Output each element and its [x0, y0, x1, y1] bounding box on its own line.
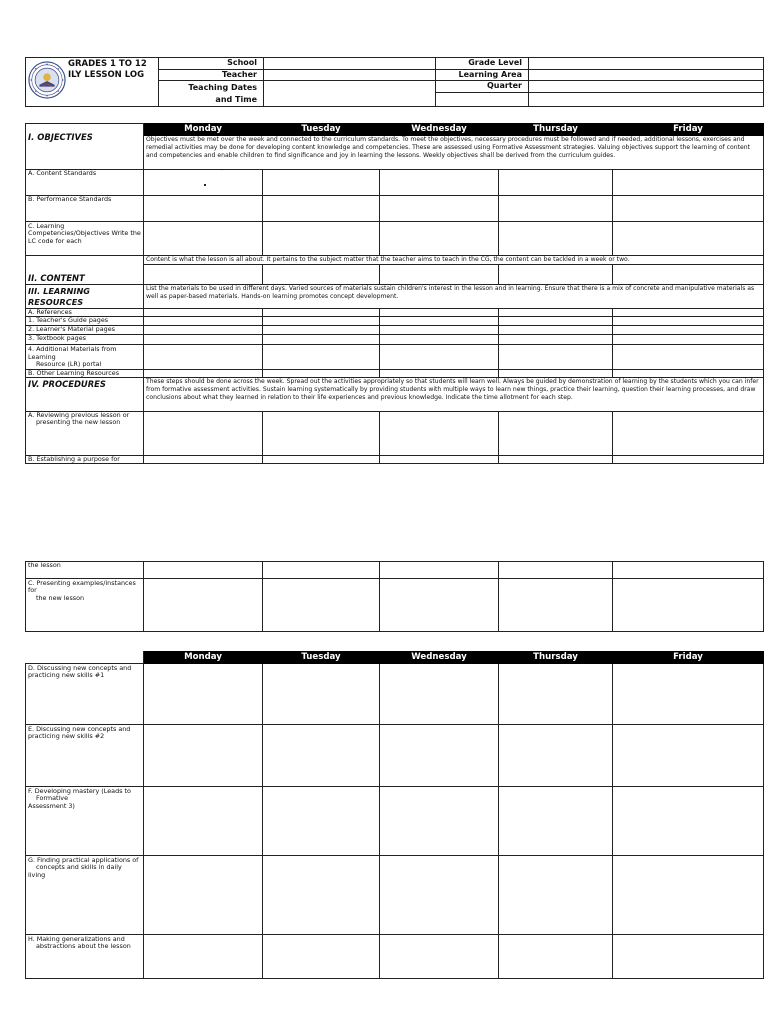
content-standards-thursday[interactable] — [499, 170, 613, 196]
discussing-concepts-2-wednesday[interactable] — [380, 725, 499, 787]
presenting-examples-wednesday[interactable] — [380, 579, 499, 632]
practical-applications-wednesday[interactable] — [380, 856, 499, 935]
learning-competencies-label: C. Learning Competencies/Objectives Write the LC code for each — [26, 222, 144, 256]
textbook-pages-friday[interactable] — [613, 335, 764, 345]
header-table — [25, 57, 764, 107]
label-grade-level: Grade Level — [436, 58, 529, 70]
teachers-guide-label: 1. Teacher's Guide pages — [26, 317, 144, 326]
additional-materials-friday[interactable] — [613, 345, 764, 369]
learners-material-label: 2. Learner's Material pages — [26, 326, 144, 335]
label-teaching-dates-line2: and Time — [215, 95, 257, 104]
practical-applications-monday[interactable] — [144, 856, 263, 935]
developing-mastery-wednesday[interactable] — [380, 787, 499, 856]
presenting-examples-line1: C. Presenting examples/instances for — [28, 579, 136, 595]
references-friday[interactable] — [613, 309, 764, 317]
establishing-purpose-cont-tuesday[interactable] — [263, 562, 380, 579]
developing-mastery-friday[interactable] — [613, 787, 764, 856]
discussing-concepts-1-wednesday[interactable] — [380, 664, 499, 725]
reviewing-lesson-line2: presenting the new lesson — [36, 418, 121, 427]
reviewing-lesson-wednesday[interactable] — [380, 412, 499, 456]
additional-materials-thursday[interactable] — [499, 345, 613, 369]
label-school: School — [159, 58, 264, 70]
performance-standards-label: B. Performance Standards — [26, 196, 144, 222]
objectives-heading: I. OBJECTIVES — [26, 124, 144, 170]
performance-standards-friday[interactable] — [613, 196, 764, 222]
day-header-tuesday: Tuesday — [263, 124, 380, 136]
generalizations-thursday[interactable] — [499, 935, 613, 979]
performance-standards-tuesday[interactable] — [263, 196, 380, 222]
additional-materials-line1: 4. Additional Materials from Learning — [28, 345, 117, 361]
references-label: A. References — [26, 309, 144, 317]
discussing-concepts-1-line2: practicing new skills #1 — [28, 671, 105, 680]
discussing-concepts-2-monday[interactable] — [144, 725, 263, 787]
establishing-purpose-cont-wednesday[interactable] — [380, 562, 499, 579]
learners-material-friday[interactable] — [613, 326, 764, 335]
practical-applications-thursday[interactable] — [499, 856, 613, 935]
other-resources-friday[interactable] — [613, 369, 764, 377]
references-tuesday[interactable] — [263, 309, 380, 317]
content-standards-tuesday[interactable] — [263, 170, 380, 196]
references-monday[interactable] — [144, 309, 263, 317]
learning-resources-description: List the materials to be used in different days. Varied sources of materials sustain children's interest in the lesson and in learning. Ensure that there is a mix of concrete and manipulative materials as well as paper-based materials. Hands-on learning promotes concept development. — [144, 285, 764, 309]
presenting-examples-tuesday[interactable] — [263, 579, 380, 632]
textbook-pages-tuesday[interactable] — [263, 335, 380, 345]
discussing-concepts-1-friday[interactable] — [613, 664, 764, 725]
learning-competencies-tuesday[interactable] — [263, 222, 380, 256]
learning-area-field[interactable] — [529, 69, 764, 81]
textbook-pages-thursday[interactable] — [499, 335, 613, 345]
table3-corner — [26, 652, 144, 664]
presenting-examples-monday[interactable] — [144, 579, 263, 632]
teachers-guide-monday[interactable] — [144, 317, 263, 326]
learning-competencies-monday[interactable] — [144, 222, 263, 256]
performance-standards-monday[interactable] — [144, 196, 263, 222]
generalizations-label — [26, 935, 144, 979]
discussing-concepts-2-tuesday[interactable] — [263, 725, 380, 787]
practical-applications-friday[interactable] — [613, 856, 764, 935]
establishing-purpose-tuesday[interactable] — [263, 456, 380, 464]
teachers-guide-wednesday[interactable] — [380, 317, 499, 326]
procedures-heading: IV. PROCEDURES — [26, 378, 144, 412]
developing-mastery-label — [26, 787, 144, 856]
developing-mastery-line3: Assessment 3) — [28, 801, 75, 810]
discussing-concepts-2-label — [26, 725, 144, 787]
establishing-purpose-monday[interactable] — [144, 456, 263, 464]
discussing-concepts-2-friday[interactable] — [613, 725, 764, 787]
day-header-monday-2: Monday — [144, 652, 263, 664]
label-learning-area: Learning Area — [436, 69, 529, 81]
other-resources-monday[interactable] — [144, 369, 263, 377]
presenting-examples-line2: the new lesson — [36, 593, 85, 602]
additional-materials-monday[interactable] — [144, 345, 263, 369]
other-resources-wednesday[interactable] — [380, 369, 499, 377]
content-description: Content is what the lesson is all about. It pertains to the subject matter that the teacher aims to teach in the CG, the content can be tackled in a week or two. — [144, 256, 764, 265]
stray-dot-icon — [204, 184, 206, 186]
presenting-examples-label — [26, 579, 144, 632]
discussing-concepts-1-line1: D. Discussing new concepts and — [28, 664, 132, 672]
practical-applications-line3: living — [28, 870, 46, 879]
discussing-concepts-1-tuesday[interactable] — [263, 664, 380, 725]
form-title-line2: ILY LESSON LOG — [68, 70, 145, 80]
label-teacher: Teacher — [159, 69, 264, 81]
developing-mastery-line2: Formative — [36, 794, 69, 803]
textbook-pages-wednesday[interactable] — [380, 335, 499, 345]
teaching-dates-field[interactable] — [264, 81, 436, 107]
additional-materials-line2: Resource (LR) portal — [36, 360, 102, 369]
content-standards-wednesday[interactable] — [380, 170, 499, 196]
establishing-purpose-wednesday[interactable] — [380, 456, 499, 464]
establishing-purpose-thursday[interactable] — [499, 456, 613, 464]
practical-applications-line2: concepts and skills in daily — [36, 863, 122, 872]
generalizations-tuesday[interactable] — [263, 935, 380, 979]
lesson-log-table-1 — [25, 123, 764, 464]
developing-mastery-line1: F. Developing mastery (Leads to — [28, 787, 131, 795]
content-monday[interactable] — [144, 265, 263, 285]
generalizations-monday[interactable] — [144, 935, 263, 979]
day-header-monday: Monday — [144, 124, 263, 136]
content-wednesday[interactable] — [380, 265, 499, 285]
practical-applications-tuesday[interactable] — [263, 856, 380, 935]
reviewing-lesson-label — [26, 412, 144, 456]
discussing-concepts-2-thursday[interactable] — [499, 725, 613, 787]
generalizations-friday[interactable] — [613, 935, 764, 979]
practical-applications-line1: G. Finding practical applications of — [28, 856, 139, 864]
teachers-guide-tuesday[interactable] — [263, 317, 380, 326]
learners-material-thursday[interactable] — [499, 326, 613, 335]
additional-materials-wednesday[interactable] — [380, 345, 499, 369]
school-field[interactable] — [264, 58, 436, 70]
generalizations-line2: abstractions about the lesson — [36, 942, 131, 951]
day-header-thursday-2: Thursday — [499, 652, 613, 664]
learning-competencies-thursday[interactable] — [499, 222, 613, 256]
logo-title-cell — [26, 58, 159, 107]
generalizations-wednesday[interactable] — [380, 935, 499, 979]
additional-materials-tuesday[interactable] — [263, 345, 380, 369]
references-wednesday[interactable] — [380, 309, 499, 317]
reviewing-lesson-line1: A. Reviewing previous lesson or — [28, 411, 130, 420]
other-resources-label: B. Other Learning Resources — [26, 369, 144, 377]
lesson-log-table-2 — [25, 561, 764, 632]
developing-mastery-monday[interactable] — [144, 787, 263, 856]
establishing-purpose-cont-thursday[interactable] — [499, 562, 613, 579]
learning-resources-heading — [26, 285, 144, 309]
reviewing-lesson-friday[interactable] — [613, 412, 764, 456]
teacher-field[interactable] — [264, 69, 436, 81]
label-quarter: Quarter — [436, 81, 529, 93]
learners-material-wednesday[interactable] — [380, 326, 499, 335]
presenting-examples-friday[interactable] — [613, 579, 764, 632]
day-header-wednesday-2: Wednesday — [380, 652, 499, 664]
presenting-examples-thursday[interactable] — [499, 579, 613, 632]
discussing-concepts-1-label — [26, 664, 144, 725]
lesson-log-table-3 — [25, 651, 764, 979]
learning-resources-heading-line1: III. LEARNING — [28, 286, 91, 296]
other-resources-tuesday[interactable] — [263, 369, 380, 377]
textbook-pages-monday[interactable] — [144, 335, 263, 345]
discussing-concepts-1-monday[interactable] — [144, 664, 263, 725]
reviewing-lesson-thursday[interactable] — [499, 412, 613, 456]
other-resources-thursday[interactable] — [499, 369, 613, 377]
practical-applications-label — [26, 856, 144, 935]
references-thursday[interactable] — [499, 309, 613, 317]
learners-material-tuesday[interactable] — [263, 326, 380, 335]
teachers-guide-thursday[interactable] — [499, 317, 613, 326]
label-teaching-dates — [159, 81, 264, 107]
discussing-concepts-1-thursday[interactable] — [499, 664, 613, 725]
discussing-concepts-2-line1: E. Discussing new concepts and — [28, 725, 131, 733]
day-header-tuesday-2: Tuesday — [263, 652, 380, 664]
day-header-wednesday: Wednesday — [380, 124, 499, 136]
establishing-purpose-cont-friday[interactable] — [613, 562, 764, 579]
learners-material-monday[interactable] — [144, 326, 263, 335]
day-header-friday-2: Friday — [613, 652, 764, 664]
content-tuesday[interactable] — [263, 265, 380, 285]
content-standards-label: A. Content Standards — [26, 170, 144, 196]
establishing-purpose-cont-monday[interactable] — [144, 562, 263, 579]
performance-standards-thursday[interactable] — [499, 196, 613, 222]
developing-mastery-thursday[interactable] — [499, 787, 613, 856]
day-header-friday: Friday — [613, 124, 764, 136]
objectives-description: Objectives must be met over the week and connected to the curriculum standards. To meet the objectives, necessary procedures must be followed and if needed, additional lessons, exercises and remedial activities may be done for developing content knowledge and competencies. These are assessed using Formative Assessment strategies. Valuing objectives support the learning of content and competencies and enable children to find significance and joy in learning the lessons. Weekly objectives shall be derived from the curriculum guides. — [144, 136, 764, 170]
discussing-concepts-2-line2: practicing new skills #2 — [28, 732, 105, 741]
content-standards-monday[interactable] — [144, 170, 263, 196]
learning-competencies-wednesday[interactable] — [380, 222, 499, 256]
grade-level-field[interactable] — [529, 58, 764, 70]
header-blank-cell — [529, 92, 764, 106]
form-title-line1: GRADES 1 TO 12 — [68, 59, 147, 69]
reviewing-lesson-tuesday[interactable] — [263, 412, 380, 456]
quarter-field[interactable] — [529, 81, 764, 93]
additional-materials-label — [26, 345, 144, 369]
textbook-pages-label: 3. Textbook pages — [26, 335, 144, 345]
content-thursday[interactable] — [499, 265, 613, 285]
performance-standards-wednesday[interactable] — [380, 196, 499, 222]
generalizations-line1: H. Making generalizations and — [28, 935, 125, 943]
establishing-purpose-friday[interactable] — [613, 456, 764, 464]
learning-competencies-friday[interactable] — [613, 222, 764, 256]
establishing-purpose-continued: the lesson — [26, 562, 144, 579]
deped-seal-icon — [28, 61, 66, 99]
content-heading: II. CONTENT — [26, 256, 144, 285]
establishing-purpose-label: B. Establishing a purpose for — [26, 456, 144, 464]
header-blank-cell — [436, 92, 529, 106]
day-header-thursday: Thursday — [499, 124, 613, 136]
stray-mark-icon: ' — [221, 169, 223, 175]
content-friday[interactable] — [613, 265, 764, 285]
teachers-guide-friday[interactable] — [613, 317, 764, 326]
developing-mastery-tuesday[interactable] — [263, 787, 380, 856]
procedures-description: These steps should be done across the week. Spread out the activities appropriately so that students will learn well. Always be guided by demonstration of learning by the students which you can infer from formative assessment activities. Sustain learning systematically by providing students with multiple ways to learn new things, practice their learning, question their learning processes, and draw conclusions about what they learned in relation to their life experiences and previous knowledge. Indicate the time allotment for each step. — [144, 378, 764, 412]
reviewing-lesson-monday[interactable] — [144, 412, 263, 456]
content-standards-friday[interactable] — [613, 170, 764, 196]
label-teaching-dates-line1: Teaching Dates — [188, 83, 257, 92]
learning-resources-heading-line2: RESOURCES — [28, 297, 84, 307]
